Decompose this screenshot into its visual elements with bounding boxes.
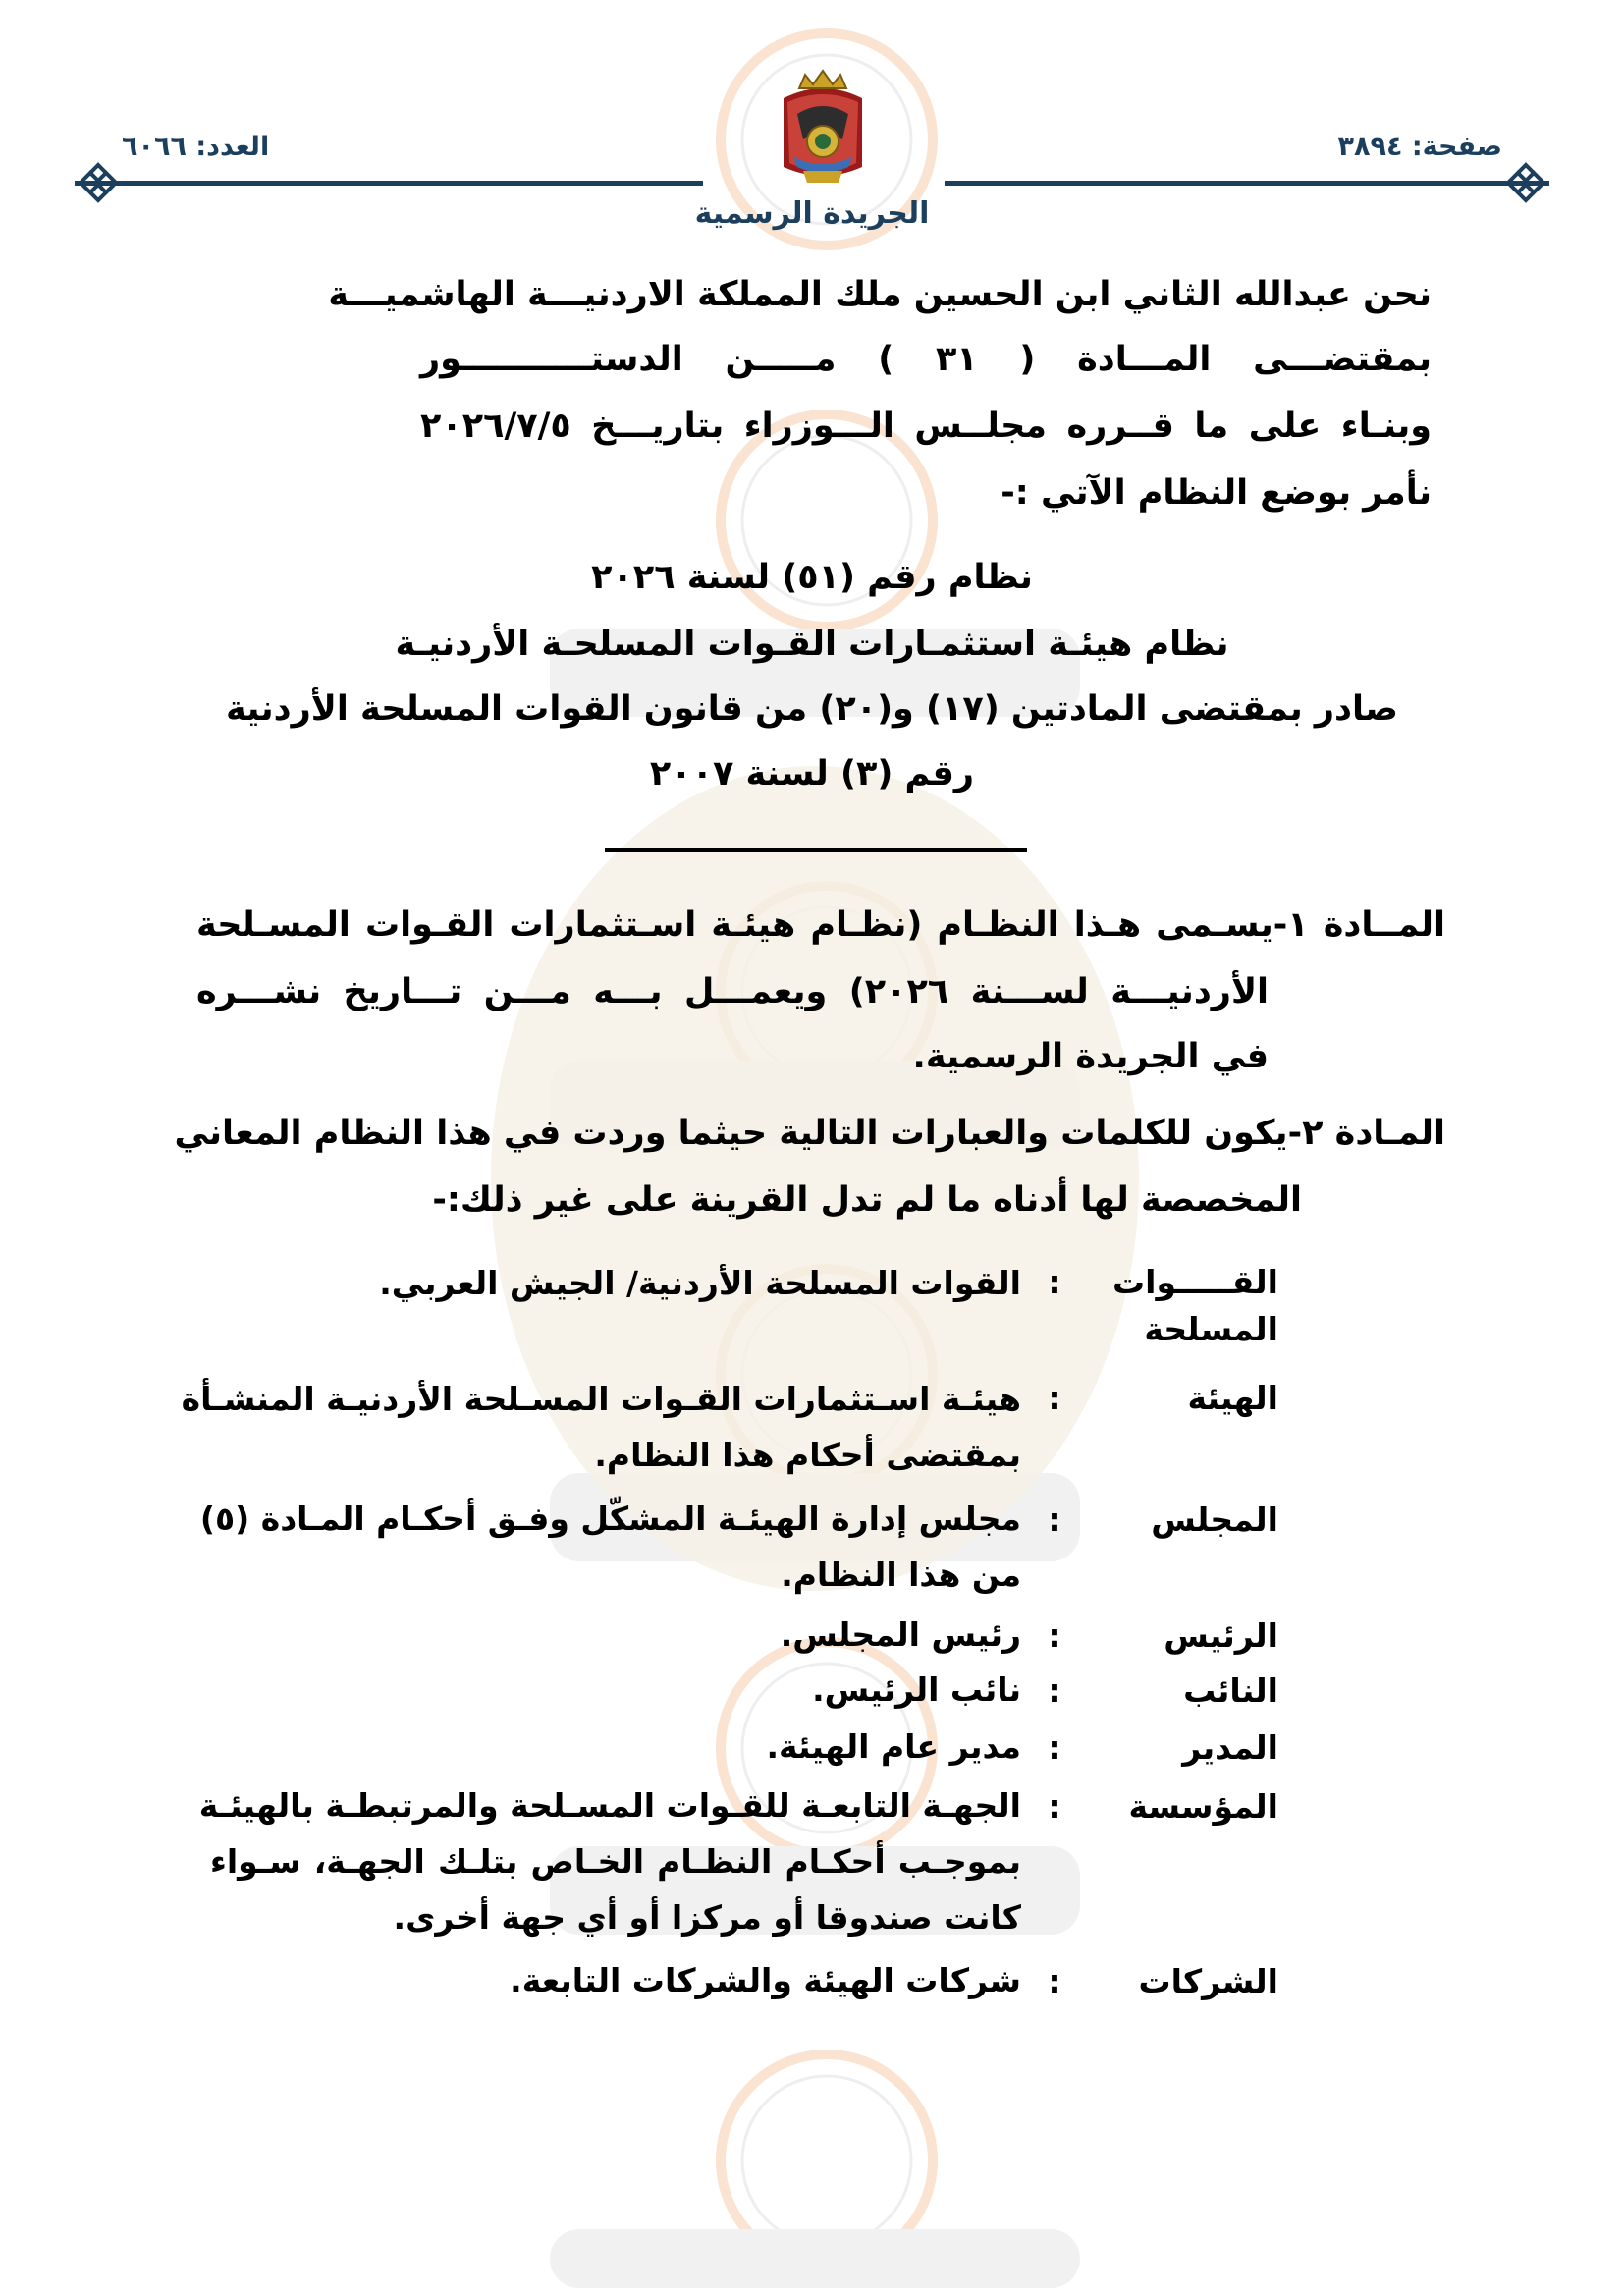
definition-term: القـــــوات المسلحة — [1111, 1263, 1278, 1348]
definition-body: هيئـة اسـتثمارات القـوات المسـلحة الأردنيـة المنشـأة بمقتضى أحكام هذا النظام. — [181, 1380, 1021, 1474]
article-line: المخصصة لها أدناه ما لم تدل القرينة على غير ذلك:- — [432, 1180, 1302, 1220]
definition-body: رئيس المجلس. — [780, 1615, 1021, 1654]
regulation-law-ref: رقم (٣) لسنة ٢٠٠٧ — [649, 754, 975, 793]
definition-body: مدير عام الهيئة. — [766, 1727, 1021, 1766]
definition-colon: : — [1048, 1962, 1061, 2000]
gazette-title: الجريدة الرسمية — [694, 196, 930, 231]
jordan-coat-of-arms-icon — [764, 69, 882, 189]
page-number: صفحة: ٣٨٩٤ — [1337, 132, 1502, 162]
definition-colon: : — [1048, 1263, 1061, 1301]
article-line: المــادة ١-يسـمى هـذا النظـام (نظـام هيئـة اسـتثمارات القـوات المسـلحة — [196, 905, 1445, 945]
definition-colon: : — [1048, 1501, 1061, 1539]
preamble-line: وبنـاء على ما قــرره مجلــس الـــوزراء بتاريـــخ ٢٠٢٦/٧/٥ — [420, 407, 1432, 446]
preamble-line: نحن عبدالله الثاني ابن الحسين ملك المملكة الاردنيـــة الهاشميـــة — [328, 275, 1432, 314]
article-line: المـادة ٢-يكون للكلمات والعبارات التالية حيثما وردت في هذا النظام المعاني — [174, 1114, 1445, 1153]
definition-colon: : — [1048, 1616, 1061, 1655]
definition-term: الهيئة — [1187, 1379, 1278, 1417]
definition-term: الشركات — [1138, 1962, 1278, 2000]
definition-body: مجلس إدارة الهيئـة المشكّل وفـق أحكـام المـادة (٥) من هذا النظام. — [199, 1500, 1021, 1594]
header-rule-right — [945, 181, 1549, 186]
definition-body: شركات الهيئة والشركات التابعة. — [510, 1961, 1021, 1999]
preamble-line: بمقتضـــى المـــادة ( ٣١ ) مـــــن الدستـــــــــــور — [420, 340, 1432, 379]
definition-colon: : — [1048, 1379, 1061, 1417]
regulation-number: نظام رقم (٥١) لسنة ٢٠٢٦ — [591, 558, 1033, 597]
definition-term: المدير — [1182, 1728, 1278, 1767]
definition-body: نائب الرئيس. — [812, 1670, 1021, 1709]
definition-term: النائب — [1183, 1671, 1278, 1710]
definition-colon: : — [1048, 1728, 1061, 1767]
definition-term: المؤسسة — [1128, 1787, 1278, 1826]
article-line: في الجريدة الرسمية. — [912, 1037, 1269, 1076]
definition-colon: : — [1048, 1787, 1061, 1826]
title-divider — [605, 848, 1027, 852]
definition-body: الجهـة التابعـة للقـوات المسـلحة والمرتبطـة بالهيئـة بموجـب أحكـام النظـام الخـاص بتلـك الجهـة، سـواء كانت صندوقا أو مركزا أو أي جهة أخرى. — [198, 1786, 1021, 1937]
definition-term: الرئيس — [1164, 1616, 1278, 1655]
definition-colon: : — [1048, 1671, 1061, 1710]
definition-term: المجلس — [1151, 1501, 1278, 1539]
header-rule-left — [75, 181, 703, 186]
issue-number: العدد: ٦٠٦٦ — [122, 132, 270, 162]
regulation-basis: صادر بمقتضى المادتين (١٧) و(٢٠) من قانون القوات المسلحة الأردنية — [226, 689, 1398, 729]
article-line: الأردنيـــة لســـنة ٢٠٢٦) ويعمـــل بـــه مـــن تـــاريخ نشـــره — [196, 972, 1269, 1011]
regulation-name: نظام هيئـة استثمـارات القـوات المسلحـة الأردنيـة — [395, 625, 1229, 664]
preamble-line: نأمر بوضع النظام الآتي :- — [1001, 473, 1432, 513]
definition-body: القوات المسلحة الأردنية/ الجيش العربي. — [379, 1264, 1021, 1302]
